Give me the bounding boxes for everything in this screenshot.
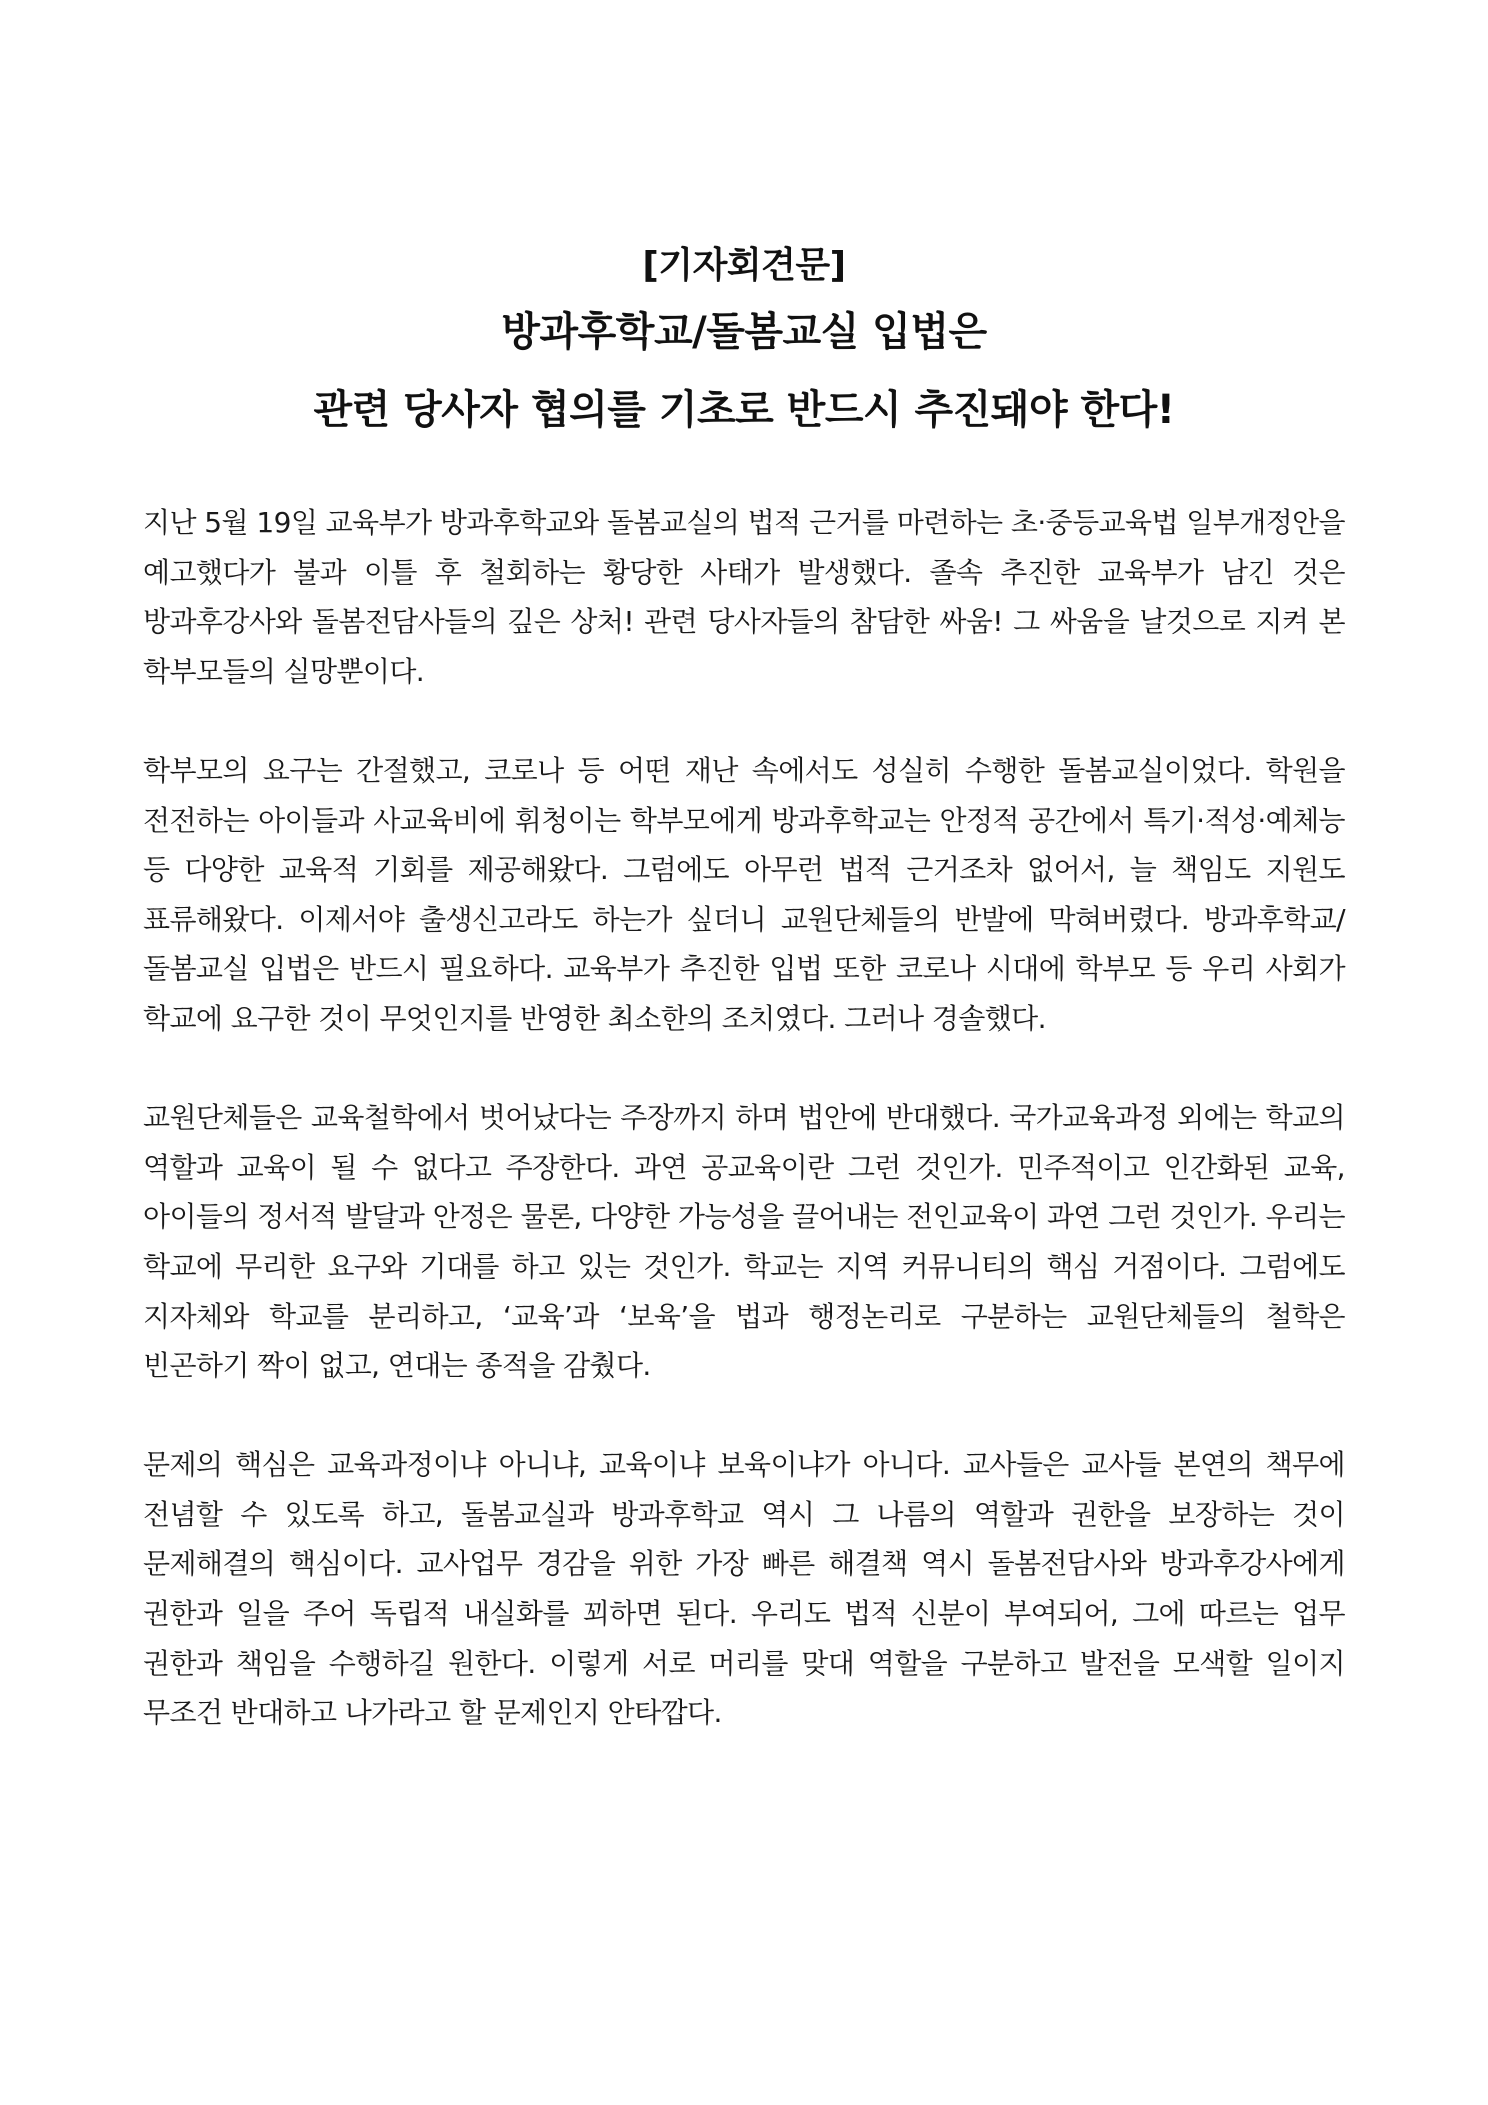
document-type-label: [기자회견문] — [642, 245, 846, 286]
title-line-2: 관련 당사자 협의를 기초로 반드시 추진돼야 한다! — [313, 387, 1175, 433]
paragraph-2: 학부모의 요구는 간절했고, 코로나 등 어떤 재난 속에서도 성실히 수행한 돌봄교실이었다. 학원을 전전하는 아이들과 사교육비에 휘청이는 학부모에게 방과후학교는 안정적 공간에서 특기·적성·예체능 등 다양한 교육적 기회를 제공해왔다. 그럼에도 아무런 법적 근거조차 없어서, 늘 책임도 지원도 표류해왔다. 이제서야 출생신고라도 하는가 싶더니 교원단체들의 반발에 막혀버렸다. 방과후학교/돌봄교실 입법은 반드시 필요하다. 교육부가 추진한 입법 또한 코로나 시대에 학부모 등 우리 사회가 학교에 요구한 것이 무엇인지를 반영한 최소한의 조치였다. 그러나 경솔했다. — [143, 753, 1345, 1035]
press-release-header — [0, 238, 1488, 448]
paragraph-3: 교원단체들은 교육철학에서 벗어났다는 주장까지 하며 법안에 반대했다. 국가교육과정 외에는 학교의 역할과 교육이 될 수 없다고 주장한다. 과연 공교육이란 그런 것인가. 민주적이고 인간화된 교육, 아이들의 정서적 발달과 안정은 물론, 다양한 가능성을 끌어내는 전인교육이 과연 그런 것인가. 우리는 학교에 무리한 요구와 기대를 하고 있는 것인가. 학교는 지역 커뮤니티의 핵심 거점이다. 그럼에도 지자체와 학교를 분리하고, ‘교육’과 ‘보육’을 법과 행정논리로 구분하는 교원단체들의 철학은 빈곤하기 짝이 없고, 연대는 종적을 감췄다. — [143, 1101, 1345, 1383]
paragraph-4: 문제의 핵심은 교육과정이냐 아니냐, 교육이냐 보육이냐가 아니다. 교사들은 교사들 본연의 책무에 전념할 수 있도록 하고, 돌봄교실과 방과후학교 역시 그 나름의 역할과 권한을 보장하는 것이 문제해결의 핵심이다. 교사업무 경감을 위한 가장 빠른 해결책 역시 돌봄전담사와 방과후강사에게 권한과 일을 주어 독립적 내실화를 꾀하면 된다. 우리도 법적 신분이 부여되어, 그에 따르는 업무 권한과 책임을 수행하길 원한다. 이렇게 서로 머리를 맞대 역할을 구분하고 발전을 모색할 일이지 무조건 반대하고 나가라고 할 문제인지 안타깝다. — [143, 1448, 1345, 1730]
paragraph-1: 지난 5월 19일 교육부가 방과후학교와 돌봄교실의 법적 근거를 마련하는 초·중등교육법 일부개정안을 예고했다가 불과 이틀 후 철회하는 황당한 사태가 발생했다. 졸속 추진한 교육부가 남긴 것은 방과후강사와 돌봄전담사들의 깊은 상처! 관련 당사자들의 참담한 싸움! 그 싸움을 날것으로 지켜 본 학부모들의 실망뿐이다. — [143, 506, 1345, 688]
document-body — [143, 498, 1345, 1787]
title-line-1: 방과후학교/돌봄교실 입법은 — [501, 309, 987, 355]
